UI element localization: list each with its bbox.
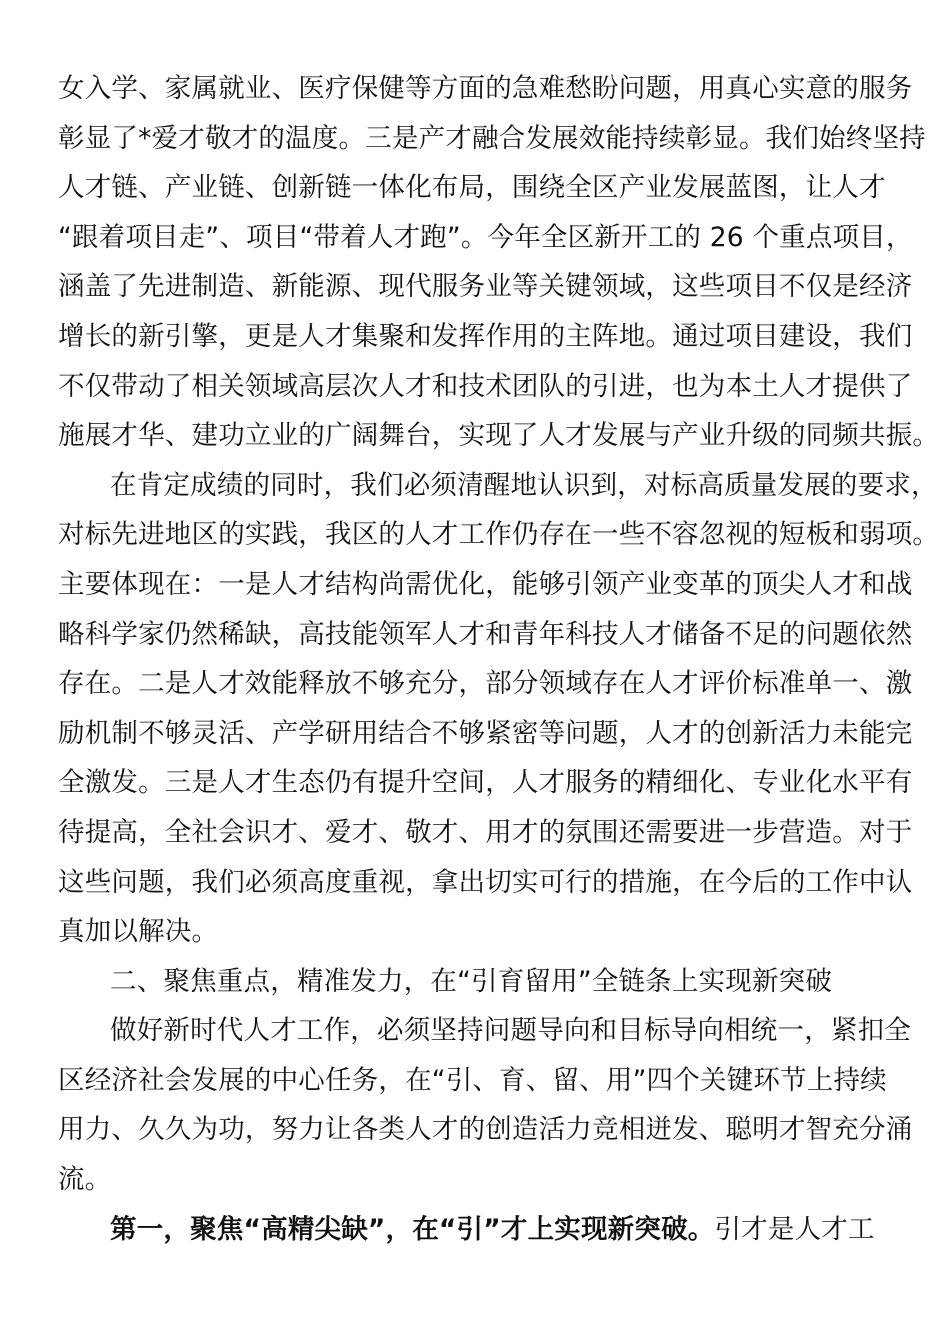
text-line-3: 人才链、产业链、创新链一体化布局，围绕全区产业发展蓝图，让人才	[58, 172, 886, 204]
text-line-18: 真加以解决。	[58, 916, 219, 948]
text-line-4: “跟着项目走”、项目“带着人才跑”。今年全区新开工的 26 个重点项目，	[58, 221, 913, 253]
text-line-2: 彰显了*爱才敬才的温度。三是产才融合发展效能持续彰显。我们始终坚持	[58, 122, 926, 154]
text-line-16: 待提高，全社会识才、爱才、敬才、用才的氛围还需要进一步营造。对于	[58, 816, 913, 848]
text-line-22: 用力、久久为功，努力让各类人才的创造活力竞相迸发、聪明才智充分涌	[58, 1114, 913, 1146]
paragraph-start-line: 做好新时代人才工作，必须坚持问题导向和目标导向相统一，紧扣全	[110, 1015, 911, 1047]
text-line-23: 流。	[58, 1164, 112, 1196]
text-line-13: 存在。二是人才效能释放不够充分，部分领域存在人才评价标准单一、激	[58, 668, 913, 700]
text-line-7: 不仅带动了相关领域高层次人才和技术团队的引进，也为本土人才提供了	[58, 370, 913, 402]
paragraph-start-line: 在肯定成绩的同时，我们必须清醒地认识到，对标高质量发展的要求，	[110, 469, 938, 501]
section-heading: 二、聚焦重点，精准发力，在“引育留用”全链条上实现新突破	[110, 965, 833, 997]
document-body	[58, 64, 940, 1254]
text-line-8: 施展才华、建功立业的广阔舞台，实现了人才发展与产业升级的同频共振。	[58, 420, 940, 452]
subheading-line	[58, 1205, 892, 1255]
text-line-17: 这些问题，我们必须高度重视，拿出切实可行的措施，在今后的工作中认	[58, 866, 913, 898]
text-line-15: 全激发。三是人才生态仍有提升空间，人才服务的精细化、专业化水平有	[58, 767, 913, 799]
text-line-21: 区经济社会发展的中心任务，在“引、育、留、用”四个关键环节上持续	[58, 1064, 887, 1096]
subheading-bold-text: 第一，聚焦“高精尖缺”，在“引”才上实现新突破。	[110, 1213, 715, 1245]
text-line-10: 对标先进地区的实践，我区的人才工作仍存在一些不容忽视的短板和弱项。	[58, 519, 940, 551]
text-line-5: 涵盖了先进制造、新能源、现代服务业等关键领域，这些项目不仅是经济	[58, 271, 913, 303]
subheading-normal-text: 引才是人才工	[714, 1213, 875, 1245]
text-line-1: 女入学、家属就业、医疗保健等方面的急难愁盼问题，用真心实意的服务	[58, 73, 913, 104]
text-line-14: 励机制不够灵活、产学研用结合不够紧密等问题，人才的创新活力未能完	[58, 717, 913, 749]
text-line-12: 略科学家仍然稀缺，高技能领军人才和青年科技人才储备不足的问题依然	[58, 618, 913, 650]
text-line-6: 增长的新引擎，更是人才集聚和发挥作用的主阵地。通过项目建设，我们	[58, 320, 913, 352]
text-line-11: 主要体现在：一是人才结构尚需优化，能够引领产业变革的顶尖人才和战	[58, 568, 913, 600]
